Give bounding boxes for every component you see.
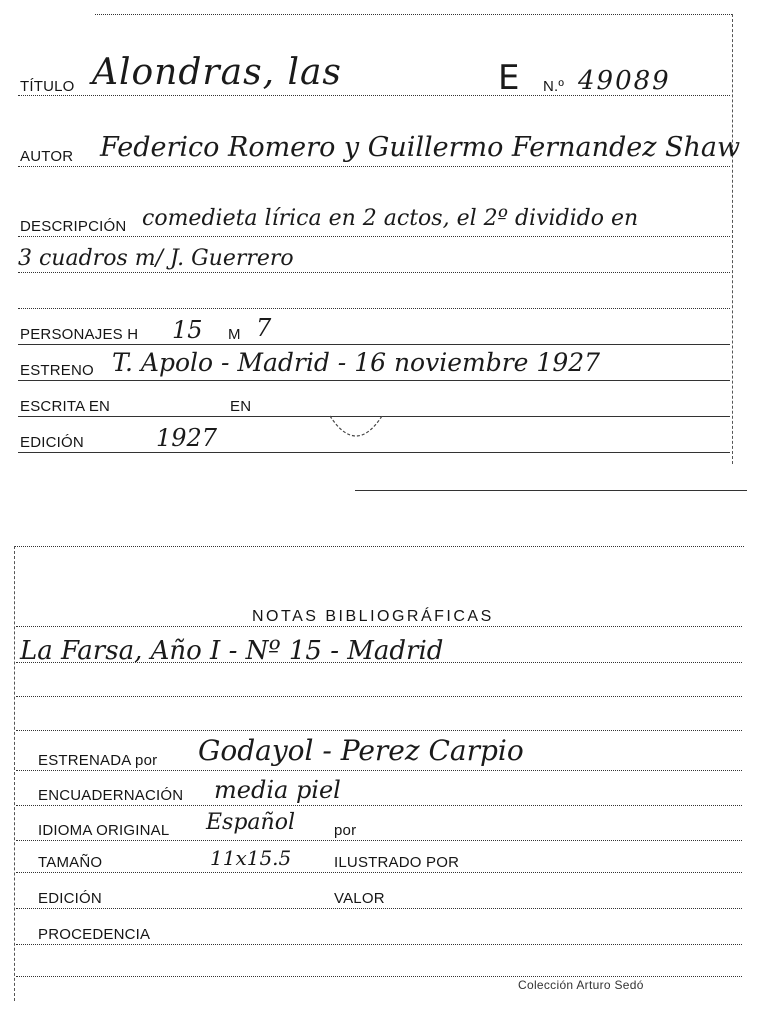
tamano-label: TAMAÑO: [38, 854, 103, 871]
descripcion-value-line1: comedieta lírica en 2 actos, el 2º dividido en: [142, 206, 639, 231]
procedencia-rule: [16, 944, 742, 945]
punch-hole-notch: [328, 412, 384, 444]
category-letter: E: [498, 58, 520, 98]
card1-top-border: [95, 14, 732, 15]
estreno-value: T. Apolo - Madrid - 16 noviembre 1927: [112, 348, 601, 377]
idioma-value: Español: [206, 810, 295, 835]
idioma-label: IDIOMA ORIGINAL: [38, 822, 170, 839]
personajes-rule: [18, 344, 730, 345]
titulo-label: TÍTULO: [20, 78, 75, 95]
numero-value: 49089: [578, 66, 671, 96]
estrenada-label: ESTRENADA por: [38, 752, 158, 769]
estreno-rule: [18, 380, 730, 381]
card2-rule-last: [16, 976, 742, 977]
encuadernacion-value: media piel: [214, 776, 341, 804]
edicion-label: EDICIÓN: [20, 434, 84, 451]
personajes-h-value: 15: [172, 316, 203, 344]
idioma-rule: [16, 840, 742, 841]
titulo-value: Alondras, las: [92, 52, 342, 93]
notas-rule-1: [16, 662, 742, 663]
card1-bottom-border: [355, 490, 747, 491]
autor-label: AUTOR: [20, 148, 74, 165]
edicion2-label: EDICIÓN: [38, 890, 102, 907]
valor-label: VALOR: [334, 890, 385, 907]
numero-label: N.º: [543, 78, 565, 95]
tamano-value: 11x15.5: [210, 846, 292, 870]
escrita-en-label: EN: [230, 398, 252, 415]
descripcion-rule-1: [18, 236, 730, 237]
edicion-rule: [18, 452, 730, 453]
estreno-label: ESTRENO: [20, 362, 94, 379]
edicion-value: 1927: [156, 424, 218, 452]
autor-value: Federico Romero y Guillermo Fernandez Shaw: [100, 132, 741, 163]
edicion2-rule: [16, 908, 742, 909]
personajes-m-value: 7: [256, 314, 272, 342]
coleccion-footer: Colección Arturo Sedó: [518, 978, 644, 992]
notas-heading: NOTAS BIBLIOGRÁFICAS: [252, 608, 494, 625]
descripcion-label: DESCRIPCIÓN: [20, 218, 127, 235]
personajes-m-label: M: [228, 326, 241, 343]
escrita-label: ESCRITA EN: [20, 398, 111, 415]
descripcion-rule-2: [18, 272, 730, 273]
estrenada-value: Godayol - Perez Carpio: [198, 734, 524, 767]
card1-right-border: [732, 14, 733, 464]
card2-top-border: [14, 546, 744, 547]
estrenada-rule: [16, 770, 742, 771]
tamano-rule: [16, 872, 742, 873]
procedencia-label: PROCEDENCIA: [38, 926, 151, 943]
autor-rule: [18, 166, 730, 167]
encuadernacion-label: ENCUADERNACIÓN: [38, 787, 184, 804]
idioma-por-label: por: [334, 822, 357, 839]
descripcion-rule-3: [18, 308, 730, 309]
titulo-rule: [18, 95, 730, 96]
card2-left-border: [14, 546, 15, 1001]
personajes-label: PERSONAJES H: [20, 326, 139, 343]
notas-rule-3: [16, 730, 742, 731]
notas-rule-2: [16, 696, 742, 697]
notas-value-line1: La Farsa, Año I - Nº 15 - Madrid: [20, 636, 444, 666]
ilustrado-label: ILUSTRADO POR: [334, 854, 460, 871]
descripcion-value-line2: 3 cuadros m/ J. Guerrero: [18, 246, 294, 271]
notas-rule-0: [16, 626, 742, 627]
encuadernacion-rule: [16, 805, 742, 806]
